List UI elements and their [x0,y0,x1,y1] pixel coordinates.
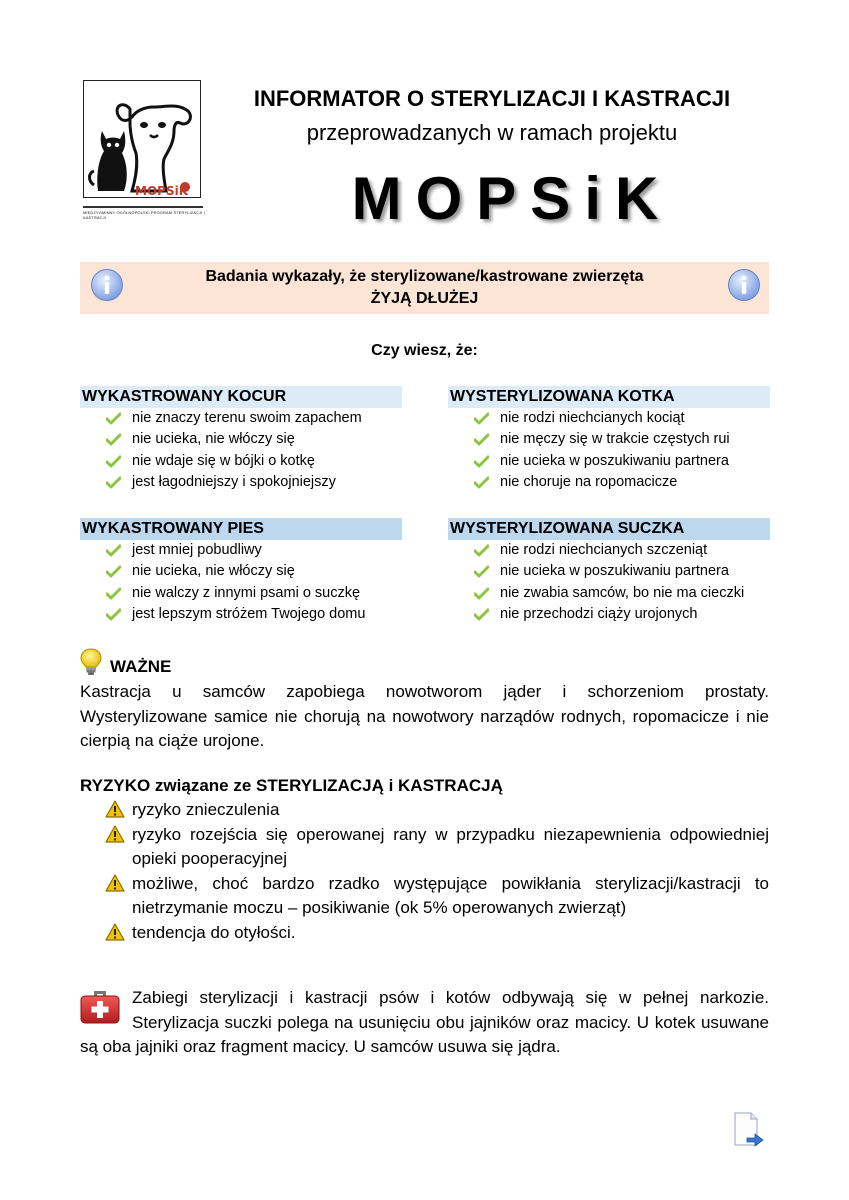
list-item: ryzyko znieczulenia [105,798,769,823]
check-icon [106,608,121,621]
list-item: nie walczy z innymi psami o suczkę [106,583,402,604]
page-subtitle: przeprowadzanych w ramach projektu [306,120,678,145]
list-item: nie rodzi niechcianych kociąt [474,408,770,429]
warning-icon [105,874,125,892]
section-suczka [448,518,770,625]
list-item: nie męczy się w trakcie częstych rui [474,429,770,450]
section-title: WYKASTROWANY PIES [80,518,402,540]
check-icon [106,412,121,425]
list-item: nie ucieka, nie włóczy się [106,561,402,582]
logo-name: MOPSiK [135,184,188,198]
important-title: WAŻNE [110,657,172,676]
list-item: nie choruje na ropomacicze [474,472,770,493]
info-icon [727,268,761,302]
check-icon [474,433,489,446]
section-pies [80,518,402,625]
check-icon [106,587,121,600]
section-list [80,540,402,625]
list-item: nie ucieka w poszukiwaniu partnera [474,561,770,582]
list-item: jest lepszym stróżem Twojego domu [106,604,402,625]
logo [83,80,201,198]
risk-list [105,798,769,945]
next-page-icon[interactable] [733,1112,765,1148]
section-title: WYKASTROWANY KOCUR [80,386,402,408]
list-item: nie zwabia samców, bo nie ma cieczki [474,583,770,604]
icon-spacer [80,986,132,1032]
check-icon [474,455,489,468]
check-icon [474,608,489,621]
section-kocur [80,386,402,493]
check-icon [106,433,121,446]
warning-icon [105,825,125,843]
page-title: INFORMATOR O STERYLIZACJI I KASTRACJI [253,86,731,111]
list-item: nie wdaje się w bójki o kotkę [106,451,402,472]
section-list [80,408,402,493]
risk-title: RYZYKO związane ze STERYLIZACJĄ i KASTRACJĄ [80,776,503,795]
list-item: ryzyko rozejścia się operowanej rany w przypadku niezapewnienia odpowiedniej opieki pooperacyjnej [105,823,769,872]
section-list [448,540,770,625]
list-item: nie przechodzi ciąży urojonych [474,604,770,625]
procedure-text: Zabiegi sterylizacji i kastracji psów i kotów odbywają się w pełnej narkozie. Sterylizacja suczki polega na usunięciu obu jajników oraz macicy. U kotek usuwane są oba jajniki oraz fragment macicy. U samców usuwa się jądra. [80,988,769,1056]
question-heading: Czy wiesz, że: [371,342,478,359]
warning-icon [105,800,125,818]
check-icon [106,565,121,578]
check-icon [106,476,121,489]
check-icon [474,565,489,578]
logo-divider [83,206,203,208]
project-brand: MOPSiK [351,165,673,232]
section-list [448,408,770,493]
check-icon [474,544,489,557]
logo-caption: MIĘDZYGMINNY OGÓLNOPOLSKI PROGRAM STERYLIZACJI I KASTRACJI [83,210,205,220]
section-kotka [448,386,770,493]
check-icon [106,455,121,468]
important-text: Kastracja u samców zapobiega nowotworom jąder i schorzeniom prostaty. Wysterylizowane samice nie chorują na nowotwory narządów rodnych, ropomacicze i nie cierpią na ciąże urojone. [80,682,769,750]
section-title: WYSTERYLIZOWANA KOTKA [448,386,770,408]
lightbulb-icon [80,648,102,676]
warning-icon [105,923,125,941]
list-item: tendencja do otyłości. [105,921,769,946]
section-title: WYSTERYLIZOWANA SUCZKA [448,518,770,540]
check-icon [474,587,489,600]
list-item: nie znaczy terenu swoim zapachem [106,408,402,429]
check-icon [474,412,489,425]
list-item: jest łagodniejszy i spokojniejszy [106,472,402,493]
list-item: nie ucieka w poszukiwaniu partnera [474,451,770,472]
check-icon [474,476,489,489]
banner-line-2: ŻYJĄ DŁUŻEJ [370,290,479,307]
cat-dog-logo-icon [84,81,200,197]
check-icon [106,544,121,557]
list-item: możliwe, choć bardzo rzadko występujące powikłania sterylizacji/kastracji to nietrzymanie moczu – posikiwanie (ok 5% operowanych zwierząt) [105,872,769,921]
banner-line-1: Badania wykazały, że sterylizowane/kastrowane zwierzęta [205,268,644,285]
list-item: nie rodzi niechcianych szczeniąt [474,540,770,561]
list-item: jest mniej pobudliwy [106,540,402,561]
info-icon [90,268,124,302]
list-item: nie ucieka, nie włóczy się [106,429,402,450]
